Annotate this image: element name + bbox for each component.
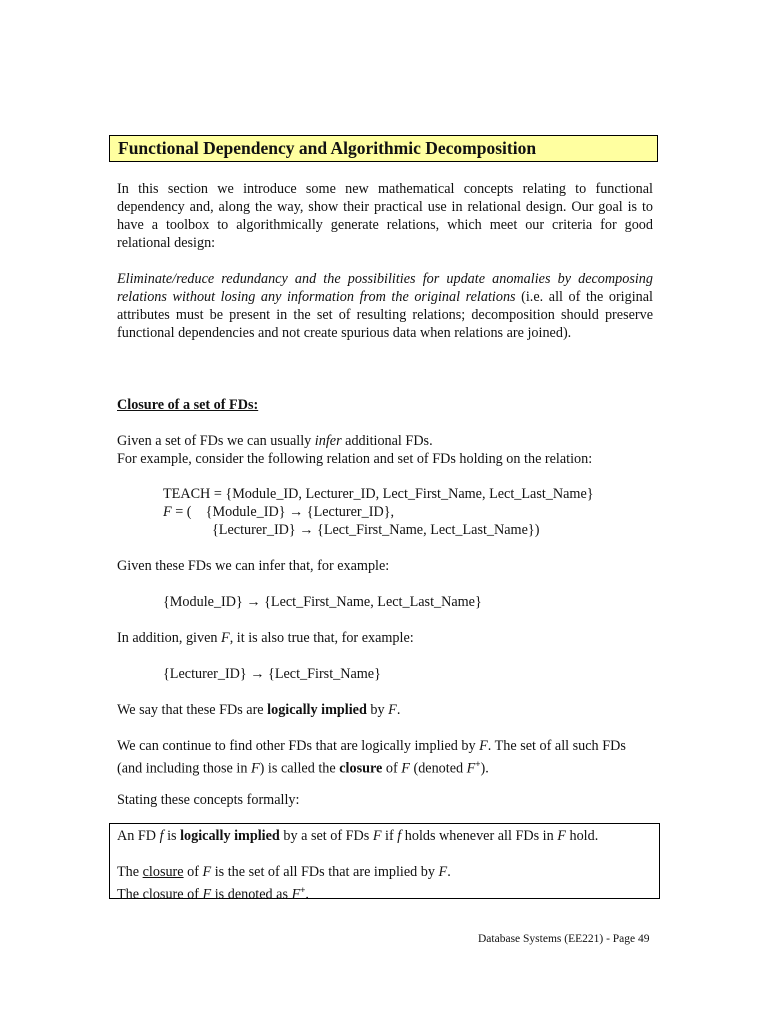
infer-intro: Given these FDs we can infer that, for example: (117, 558, 390, 574)
spacer (117, 845, 652, 863)
def-text: The (117, 864, 143, 880)
f-symbol: F (557, 828, 566, 844)
def-text: of (183, 864, 203, 880)
f-symbol: F (372, 828, 382, 844)
section-title: Functional Dependency and Algorithmic Decomposition (109, 135, 658, 162)
f-symbol: F (221, 630, 230, 646)
def-text: The closure of (117, 886, 203, 903)
addition-text-end: , it is also true that, for example: (229, 630, 414, 646)
definition-implied (117, 827, 652, 845)
inferred-fd-1: {Module_ID} → {Lect_First_Name, Lect_Last_Name} (163, 594, 482, 610)
def-bold: logically implied (180, 828, 280, 844)
definition-closure (117, 863, 652, 881)
teach-relation: TEACH = {Module_ID, Lecturer_ID, Lect_First_Name, Lect_Last_Name} (163, 486, 594, 502)
def-text: is (163, 828, 181, 844)
f-lower-symbol: f (397, 828, 402, 844)
f-symbol: F (401, 760, 410, 777)
intro-paragraph: In this section we introduce some new mathematical concepts relating to functional dependency and, along the way, show their practical use in relational design. Our goal is to have a toolbox to algorithmically generate relations, which meet our criteria for good relational design: (117, 181, 653, 251)
continue-text: (denoted (409, 760, 467, 777)
given-text-end: additional FDs. (341, 433, 433, 449)
continue-text: of (382, 760, 402, 777)
f-symbol: F (250, 760, 260, 777)
implied-text: We say that these FDs are (117, 702, 268, 718)
f-lower-symbol: f (159, 828, 164, 844)
criteria-italic: Eliminate/reduce redundancy and the possibilities for update anomalies by decomposing relations without losing any information from the original relations (117, 271, 653, 305)
continue-text: . The set of all such FDs (and including those in (117, 738, 626, 777)
f-plus-symbol: F (291, 886, 301, 903)
continue-text: ) is called the (259, 760, 340, 777)
def-text: hold. (565, 828, 599, 844)
def-text: holds whenever all FDs in (401, 828, 558, 844)
continue-text: We can continue to find other FDs that are logically implied by (117, 738, 480, 754)
fd-set-line2: {Lecturer_ID} → {Lect_First_Name, Lect_Last_Name}) (212, 522, 540, 538)
def-text: is denoted as (211, 886, 292, 903)
page-footer: Database Systems (EE221) - Page 49 (478, 933, 650, 945)
closure-paragraph (117, 737, 653, 778)
fd-set-first: = ( {Module_ID} → {Lecturer_ID}, (171, 504, 395, 520)
addition-text: In addition, given (117, 630, 222, 646)
def-text: by a set of FDs (279, 828, 373, 844)
infer-word: infer (314, 433, 342, 449)
def-text: is the set of all FDs that are implied by (211, 864, 439, 880)
implied-bold: logically implied (267, 702, 367, 718)
given-text: Given a set of FDs we can usually (117, 433, 315, 449)
def-text: . (305, 886, 309, 903)
closure-underlined: closure (142, 864, 184, 880)
f-symbol: F (202, 864, 212, 880)
formal-intro: Stating these concepts formally: (117, 792, 300, 808)
implied-period: . (396, 702, 401, 718)
criteria-rest: (i.e. all of the original attributes must be present in the set of resulting relations; decomposition should preserve functional dependencies and not create spurious data when relations are joined). (117, 289, 653, 341)
closure-heading: Closure of a set of FDs: (117, 397, 259, 413)
continue-text: ). (480, 760, 489, 777)
f-symbol: F (438, 864, 448, 880)
def-text: . (447, 864, 451, 880)
definition-box (109, 823, 660, 903)
f-symbol: F (202, 886, 212, 903)
def-text: An FD (117, 828, 160, 844)
given-line (117, 432, 653, 450)
fd-set-line1 (163, 503, 394, 521)
definition-notation (117, 881, 652, 904)
criteria-paragraph (117, 270, 653, 342)
example-line: For example, consider the following relation and set of FDs holding on the relation: (117, 451, 593, 467)
inferred-fd-2: {Lecturer_ID} → {Lect_First_Name} (163, 666, 381, 682)
f-symbol: F (479, 738, 488, 754)
f-symbol: F (163, 504, 172, 520)
implied-line (117, 701, 653, 719)
addition-line (117, 629, 653, 647)
f-symbol: F (388, 702, 397, 718)
def-text: if (381, 828, 398, 844)
implied-by: by (366, 702, 389, 718)
plus-sup: + (475, 759, 481, 769)
plus-sup: + (300, 885, 306, 895)
closure-bold: closure (339, 760, 383, 777)
f-plus-symbol: F (466, 760, 476, 777)
